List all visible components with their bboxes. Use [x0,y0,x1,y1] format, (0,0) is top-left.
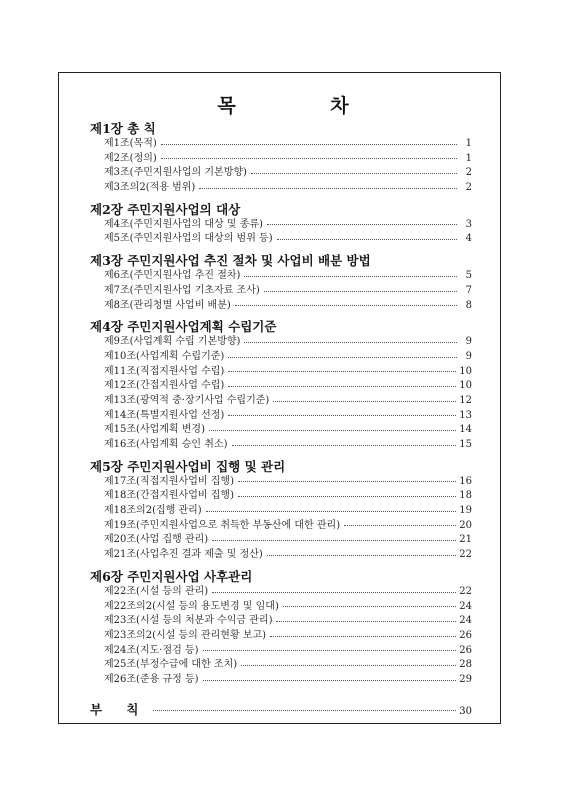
toc-entry[interactable] [90,423,472,438]
toc-entry-label: 제22조(시설 등의 관리) [104,585,209,597]
toc-entry[interactable] [90,379,472,394]
toc-entry[interactable] [90,218,472,233]
toc-entry-label: 제3조(주민지원사업의 기본방향) [104,167,247,179]
chapter-heading: 제3장 주민지원사업 추진 절차 및 사업비 배분 방법 [90,253,371,269]
toc-entry[interactable] [90,335,472,350]
toc-entry[interactable] [90,232,472,247]
toc-entry[interactable] [90,137,472,152]
toc-page-number: 9 [465,350,472,362]
toc-entry[interactable] [90,269,472,284]
dot-leader [161,144,457,145]
dot-leader [267,224,457,225]
toc-entry[interactable] [90,181,472,196]
toc-page-number: 21 [459,534,472,546]
toc-entry[interactable] [90,533,472,548]
toc-entry-label: 제16조(사업계획 승인 취소) [104,439,228,450]
dot-leader [228,386,456,387]
toc-page-number: 14 [459,424,472,436]
toc-entry-label: 제22조의2(시설 등의 용도변경 및 임대) [104,600,279,612]
toc-entry[interactable] [90,658,472,673]
dot-leader [344,525,456,526]
toc-entry[interactable] [90,644,472,659]
toc-entry[interactable] [90,284,472,299]
toc-entry-label: 제24조(지도·점검 등) [104,644,199,656]
toc-entry[interactable] [90,438,472,453]
dot-leader [153,710,457,711]
dot-leader [161,158,457,159]
toc-entry-label: 제25조(부정수급에 대한 조치) [104,659,238,671]
toc-entry[interactable] [90,409,472,424]
toc-entry-label: 제23조의2(시설 등의 관리현황 보고) [104,629,267,641]
dot-leader [283,606,456,607]
toc-entry-label: 제9조(사업계획 수립 기본방향) [104,336,241,348]
toc-entry-label: 제15조(사업계획 변경) [104,424,205,436]
table-of-contents [90,120,472,718]
toc-entry[interactable] [90,475,472,490]
toc-page-number: 26 [459,644,472,656]
toc-entry[interactable] [90,350,472,365]
toc-page-number: 29 [459,673,472,685]
toc-entry-label: 제3조의2(적용 범위) [104,182,196,194]
dot-leader [270,636,456,637]
toc-page-number: 9 [465,336,472,348]
toc-entry[interactable] [90,548,472,563]
toc-entry-label: 제23조(시설 등의 처분과 수익금 관리) [104,615,273,627]
toc-entry-label: 제18조(간접지원사업비 집행) [104,490,234,502]
toc-page-number: 3 [465,218,472,230]
chapter-heading: 제5장 주민지원사업비 집행 및 관리 [90,458,286,474]
toc-page-number: 1 [465,152,472,164]
toc-page-number: 13 [459,409,472,421]
dot-leader [276,621,456,622]
toc-entry-label: 제6조(주민지원사업 추진 절차) [104,270,241,282]
dot-leader [232,445,457,446]
toc-page-number: 28 [459,659,472,671]
toc-entry[interactable] [90,299,472,314]
toc-entry[interactable] [90,585,472,600]
toc-entry[interactable] [90,614,472,629]
toc-entry[interactable] [90,394,472,409]
chapter-heading: 제4장 주민지원사업계획 수립기준 [90,319,277,335]
toc-entry[interactable] [90,152,472,167]
dot-leader [244,276,457,277]
chapter-heading: 제1장 총 칙 [90,121,156,136]
toc-entry-label: 제8조(관리청별 사업비 배분) [104,299,231,311]
dot-leader [277,239,457,240]
toc-page-number: 18 [459,490,472,502]
toc-page-number: 16 [459,475,472,487]
toc-page-number: 8 [465,299,472,311]
toc-entry[interactable] [90,519,472,534]
dot-leader [212,540,456,541]
dot-leader [238,481,456,482]
toc-entry-label: 제20조(사업 집행 관리) [104,534,209,546]
toc-page-number: 10 [459,365,472,377]
toc-entry-label: 제17조(직접지원사업비 집행) [104,475,234,487]
dot-leader [199,188,457,189]
toc-page-number: 2 [465,167,472,179]
dot-leader [203,650,457,651]
toc-entry-label: 제13조(광역적 중·장기사업 수립기준) [104,394,270,406]
chapter-heading: 제6장 주민지원사업 사후관리 [90,568,253,584]
toc-entry[interactable] [90,629,472,644]
toc-entry-label: 제4조(주민지원사업의 대상 및 종류) [104,218,263,230]
dot-leader [209,430,456,431]
toc-page-number: 24 [459,600,472,612]
toc-page-number: 12 [459,394,472,406]
toc-page-number: 10 [459,380,472,392]
dot-leader [212,592,456,593]
dot-leader [244,342,457,343]
toc-entry[interactable] [90,600,472,615]
dot-leader [203,680,457,681]
page-title: 목 차 [217,95,393,117]
dot-leader [251,173,457,174]
toc-page-number: 22 [459,549,472,561]
dot-leader [273,401,456,402]
toc-page-number: 19 [459,505,472,517]
toc-entry-label: 제14조(특별지원사업 선정) [104,409,225,421]
toc-entry-label: 제5조(주민지원사업의 대상의 범위 등) [104,233,273,245]
toc-page-number: 24 [459,615,472,627]
toc-page-number: 15 [459,439,472,450]
dot-leader [238,496,456,497]
toc-entry-label: 제26조(준용 규정 등) [104,673,199,685]
toc-entry-label: 제11조(직접지원사업 수립) [104,365,225,377]
dot-leader [264,291,457,292]
appendix-label: 부 칙 [90,701,149,717]
dot-leader [241,665,456,666]
toc-page-number: 1 [465,138,472,149]
toc-entry-label: 제7조(주민지원사업 기초자료 조사) [104,284,260,296]
dot-leader [228,371,456,372]
toc-entry[interactable] [90,365,472,380]
toc-entry-label: 제19조(주민지원사업으로 취득한 부동산에 대한 관리) [104,519,341,531]
dot-leader [235,305,457,306]
toc-page-number: 22 [459,585,472,597]
toc-entry-label: 제12조(간접지원사업 수립) [104,380,225,392]
toc-entry-label: 제1조(목적) [104,138,157,149]
toc-entry[interactable] [90,489,472,504]
toc-entry-label: 제18조의2(집행 관리) [104,505,202,517]
dot-leader [206,511,457,512]
toc-appendix[interactable] [90,700,472,718]
toc-entry[interactable] [90,673,472,688]
toc-page-number: 7 [465,284,472,296]
toc-page-number: 30 [459,705,472,717]
dot-leader [228,415,456,416]
dot-leader [267,555,456,556]
toc-page-number: 20 [459,519,472,531]
chapter-heading: 제2장 주민지원사업의 대상 [90,201,241,217]
toc-entry-label: 제21조(사업추진 결과 제출 및 정산) [104,549,263,561]
toc-page-number: 4 [465,233,472,245]
toc-page-number: 5 [465,270,472,282]
toc-entry-label: 제2조(정의) [104,152,157,164]
toc-entry-label: 제10조(사업계획 수립기준) [104,350,225,362]
toc-entry[interactable] [90,166,472,181]
toc-page-number: 2 [465,182,472,194]
dot-leader [228,357,457,358]
toc-page-number: 26 [459,629,472,641]
toc-entry[interactable] [90,504,472,519]
